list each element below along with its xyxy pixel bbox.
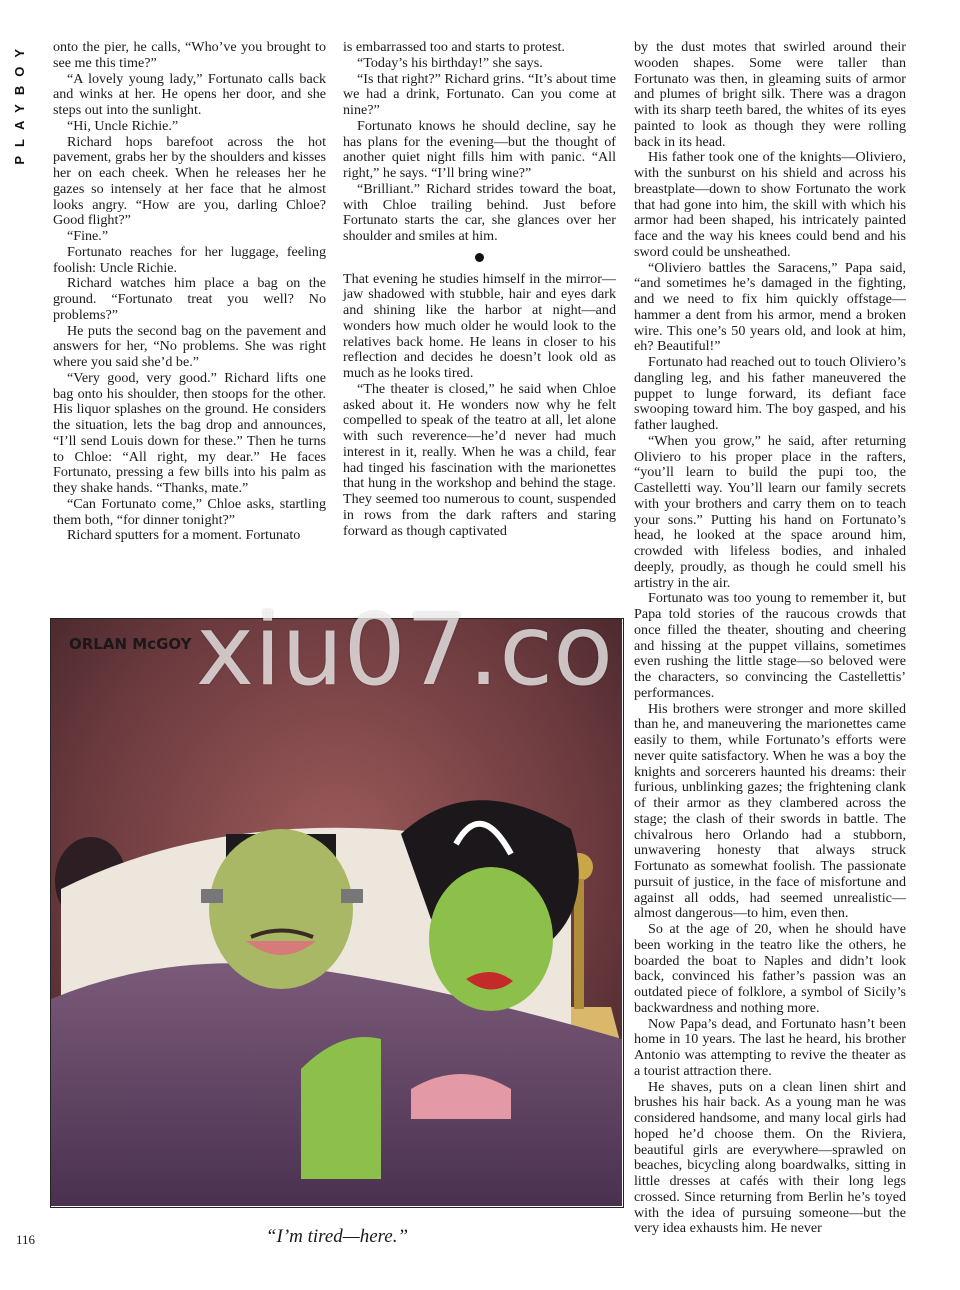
paragraph: “Is that right?” Richard grins. “It’s about time we had a drink, Fortunato. Can you come at nine?” [343,70,616,118]
paragraph: onto the pier, he calls, “Who’ve you brought to see me this time?” [53,39,326,71]
paragraph: Now Papa’s dead, and Fortunato hasn’t been home in 10 years. The last he heard, his brother Antonio was attempting to revive the theater as a tourist attraction there. [634,1015,906,1079]
paragraph: Richard hops barefoot across the hot pavement, grabs her by the shoulders and kisses her on each cheek. When he releases her he gazes so intensely at her face that he almost looks angry. “How are you, darling Chloe? Good flight?” [53,133,326,229]
paragraph: His brothers were stronger and more skilled than he, and maneuvering the marionettes came easily to them, while Fortunato’s efforts were never quite satisfactory. When he was a boy the knights and sorcerers haunted his dreams: their furious, unblinking gazes; the frightening clank of their armor as they clambered across the stage; the clash of their swords in battle. The chivalrous hero Orlando had a stubborn, unwavering honesty that always struck Fortunato as somewhat foolish. The passionate pursuit of justice, in the face of misfortune and against all odds, had seemed unrealistic—almost dangerous—to him, even then. [634,700,906,922]
paragraph: That evening he studies himself in the mirror—jaw shadowed with stubble, hair and eyes dark and shining like the harbor at night—and wonders how much older he would look to the relatives back home. He leans in closer to his reflection and decides he doesn’t look old as much as he looks tired. [343,270,616,381]
paragraph: Fortunato had reached out to touch Oliviero’s dangling leg, and his father maneuvered the puppet to lunge forward, its defiant face swooping toward him. The boy gasped, and his father laughed. [634,354,906,433]
paragraph: “Oliviero battles the Saracens,” Papa said, “and sometimes he’s damaged in the fighting, and we need to fix him quickly offstage—hammer a dent from his armor, mend a broken wire. This one’s 50 years old, and look at him, eh? Beautiful!” [634,259,906,355]
paragraph: “Fine.” [67,228,109,244]
page-number: 116 [16,1232,36,1247]
paragraph: “Brilliant.” Richard strides toward the boat, with Chloe trailing behind. Just before Fortunato starts the car, she glances over her shoulder and smiles at him. [343,180,616,244]
paragraph: Fortunato was too young to remember it, but Papa told stories of the raucous crowds that once filled the theater, shouting and cheering and hissing at the puppet villains, sometimes even rushing the little stage—so beloved were the characters, so convincing the Castellettis’ performances. [634,590,906,701]
paragraph: is embarrassed too and starts to protest. [343,39,565,55]
text-column-2 [343,40,616,539]
paragraph: “A lovely young lady,” Fortunato calls back and winks at her. He opens her door, and she steps out into the sunlight. [53,70,326,118]
cartoon-illustration [50,618,624,1208]
paragraph: He puts the second bag on the pavement and answers for her, “No problems. She was right where you said she’d be.” [53,322,326,370]
bullet-icon [475,253,484,262]
paragraph: by the dust motes that swirled around their wooden shapes. Some were taller than Fortunato was then, in gleaming suits of armor and plumes of bright silk. There was a dragon with its sharp teeth bared, the whites of its eyes painted to look as though they were rolling back in its head. [634,39,906,150]
watermark: xiu07.co [196,596,614,706]
section-break [343,251,616,267]
paragraph: His father took one of the knights—Oliviero, with the sunburst on his shield and across his breastplate—down to show Fortunato the work that had gone into him, the skill with which his armor had been shaped, his intricately painted face and the way his knees could bend and his sword could be unsheathed. [634,149,906,260]
paragraph: Fortunato reaches for her luggage, feeling foolish: Uncle Richie. [53,243,326,276]
artist-signature: ORLAN McGOY [69,635,192,653]
paragraph: Richard sputters for a moment. Fortunato [67,527,301,544]
paragraph: Richard watches him place a bag on the ground. “Fortunato treat you well? No problems?” [53,275,326,323]
paragraph: “Can Fortunato come,” Chloe asks, startling them both, “for dinner tonight?” [53,495,326,528]
running-head: PLAYBOY [12,40,27,165]
cartoon-drawing [51,619,622,1206]
paragraph: “Hi, Uncle Richie.” [67,117,179,134]
text-column-1 [53,40,326,544]
paragraph: “The theater is closed,” he said when Chloe asked about it. He wonders now why he felt compelled to speak of the teatro at all, let alone with such reverence—he’d never had much interest in it, really. When he was a child, fear had tinged his fascination with the marionettes that hung in the workshop and behind the stage. They seemed too numerous to count, suspended in rows from the dark rafters and staring forward as though captivated [343,380,616,539]
paragraph: So at the age of 20, when he should have been working in the teatro like the others, he boarded the boat to Naples and didn’t look back, convinced his father’s passion was an outdated piece of folklore, a symbol of Sicily’s backwardness and nothing more. [634,921,906,1016]
paragraph: He shaves, puts on a clean linen shirt and brushes his hair back. As a young man he was considered handsome, and many local girls had hoped he’d choose them. On the Riviera, beautiful girls are everywhere—sprawled on beaches, bicycling along boardwalks, sitting in little dresses at cafés with their long legs crossed. Since returning from Berlin he’s toyed with the idea of pursuing someone—but the very idea exhausts him. He never [634,1078,906,1237]
paragraph: “Today’s his birthday!” she says. [357,54,543,71]
paragraph: “When you grow,” he said, after returning Oliviero to his proper place in the rafters, “you’ll learn to build the pupi too, the Castelletti way. You’ll learn our family secrets with your brothers and carry them on to teach your sons.” Putting his hand on Fortunato’s head, he looked at the space around him, crowded with lifeless bodies, and inhaled deeply, proudly, as though he could smell his artistry in the air. [634,432,906,591]
paragraph: Fortunato knows he should decline, say he has plans for the evening—but the thought of another quiet night fills him with panic. “All right,” he says. “I’ll bring wine?” [343,117,616,181]
text-column-3 [634,40,906,1237]
paragraph: “Very good, very good.” Richard lifts one bag onto his shoulder, then stoops for the other. His liquor splashes on the ground. He considers the situation, lets the bag drop and announces, “I’ll send Louis down for these.” Then he turns to Chloe: “All right, my dear.” He faces Fortunato, pressing a few bills into his palm as they shake hands. “Thanks, mate.” [53,369,326,496]
cartoon-caption: “I’m tired—here.” [265,1226,409,1247]
